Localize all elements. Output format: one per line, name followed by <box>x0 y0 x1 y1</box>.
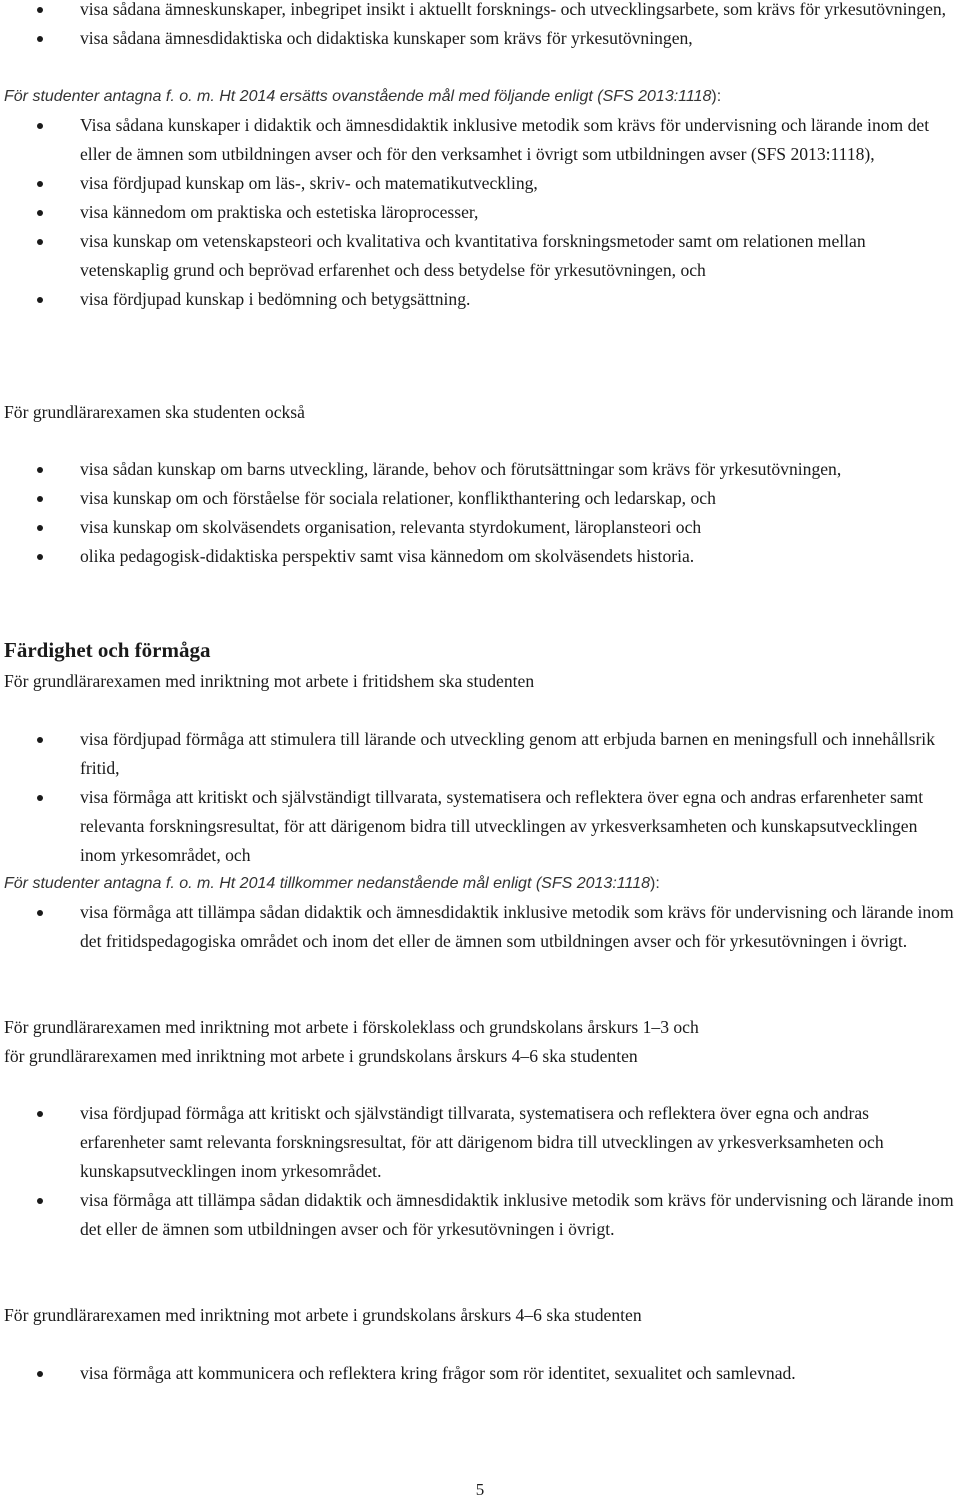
paragraph-line: För grundlärarexamen med inriktning mot arbete i förskoleklass och grundskolans årskurs 1–3 och <box>4 1017 699 1037</box>
list-item: visa sådana ämneskunskaper, inbegripet insikt i aktuellt forsknings- och utvecklingsarbete, som krävs för yrkesutövningen, <box>0 0 960 24</box>
paragraph-line: för grundlärarexamen med inriktning mot arbete i grundskolans årskurs 4–6 ska studenten <box>4 1046 638 1066</box>
bullet-list-fritidshem <box>0 725 960 870</box>
bullet-list-arskurs <box>0 1099 960 1244</box>
bullet-list-didaktik <box>0 111 960 314</box>
bullet-list-top <box>0 0 960 53</box>
bullet-list-identitet <box>0 1359 960 1388</box>
list-item: visa kännedom om praktiska och estetiska läroprocesser, <box>0 198 960 227</box>
list-item: Visa sådana kunskaper i didaktik och ämnesdidaktik inklusive metodik som krävs för undervisning och lärande inom det eller de ämnen som utbildningen avser och för den verksamhet i övrigt som utbildningen avser (SFS 2013:1118), <box>0 111 960 169</box>
paragraph-forskoleklass <box>0 1013 960 1071</box>
bullet-list-studenten-ocksa <box>0 455 960 571</box>
list-item: visa fördjupad förmåga att kritiskt och självständigt tillvarata, systematisera och reflektera över egna och andras erfarenheter samt relevanta forskningsresultat, för att därigenom bidra till utvecklingen av yrkesverksamheten och kunskapsutvecklingen inom yrkesområdet. <box>0 1099 960 1186</box>
list-item: visa förmåga att tillämpa sådan didaktik och ämnesdidaktik inklusive metodik som krävs för undervisning och lärande inom det fritidspedagogiska området och inom det eller de ämnen som utbildningen avser och för yrkesutövningen i övrigt. <box>0 898 960 956</box>
list-item: visa förmåga att kommunicera och reflektera kring frågor som rör identitet, sexualitet och samlevnad. <box>0 1359 960 1388</box>
page-number: 5 <box>475 1480 485 1499</box>
list-item: visa förmåga att tillämpa sådan didaktik och ämnesdidaktik inklusive metodik som krävs för undervisning och lärande inom det eller de ämnen som utbildningen avser och för yrkesutövningen i övrigt. <box>0 1186 960 1244</box>
list-item: visa sådan kunskap om barns utveckling, lärande, behov och förutsättningar som krävs för yrkesutövningen, <box>0 455 960 484</box>
bullet-list-fritidspedagogik <box>0 898 960 956</box>
list-item: visa fördjupad förmåga att stimulera till lärande och utveckling genom att erbjuda barnen en meningsfull och innehållsrik fritid, <box>0 725 960 783</box>
note-ht2014-replace: För studenter antagna f. o. m. Ht 2014 ersätts ovanstående mål med följande enligt (SFS 2013:1118): <box>4 88 722 105</box>
list-item: visa kunskap om vetenskapsteori och kvalitativa och kvantitativa forskningsmetoder samt om relationen mellan vetenskaplig grund och beprövad erfarenhet och dess betydelse för yrkesutövningen, och <box>0 227 960 285</box>
list-item: visa kunskap om och förståelse för sociala relationer, konflikthantering och ledarskap, och <box>0 484 960 513</box>
paragraph-arskurs-4-6: För grundlärarexamen med inriktning mot arbete i grundskolans årskurs 4–6 ska studenten <box>4 1305 642 1325</box>
section-heading: Färdighet och förmåga <box>4 638 211 662</box>
list-item: visa fördjupad kunskap om läs-, skriv- och matematikutveckling, <box>0 169 960 198</box>
list-item: visa kunskap om skolväsendets organisation, relevanta styrdokument, läroplansteori och <box>0 513 960 542</box>
list-item: visa förmåga att kritiskt och självständigt tillvarata, systematisera och reflektera över egna och andras erfarenheter samt relevanta forskningsresultat, för att därigenom bidra till utvecklingen av yrkesverksamheten och kunskapsutvecklingen inom yrkesområdet, och <box>0 783 960 870</box>
list-item: visa fördjupad kunskap i bedömning och betygsättning. <box>0 285 960 314</box>
list-item: visa sådana ämnesdidaktiska och didaktiska kunskaper som krävs för yrkesutövningen, <box>0 24 960 53</box>
paragraph-fritidshem: För grundlärarexamen med inriktning mot arbete i fritidshem ska studenten <box>4 671 535 691</box>
note-ht2014-addition: För studenter antagna f. o. m. Ht 2014 tillkommer nedanstående mål enligt (SFS 2013:1118): <box>4 875 660 892</box>
paragraph-grundlararexamen: För grundlärarexamen ska studenten också <box>4 402 305 422</box>
list-item: olika pedagogisk-didaktiska perspektiv samt visa kännedom om skolväsendets historia. <box>0 542 960 571</box>
